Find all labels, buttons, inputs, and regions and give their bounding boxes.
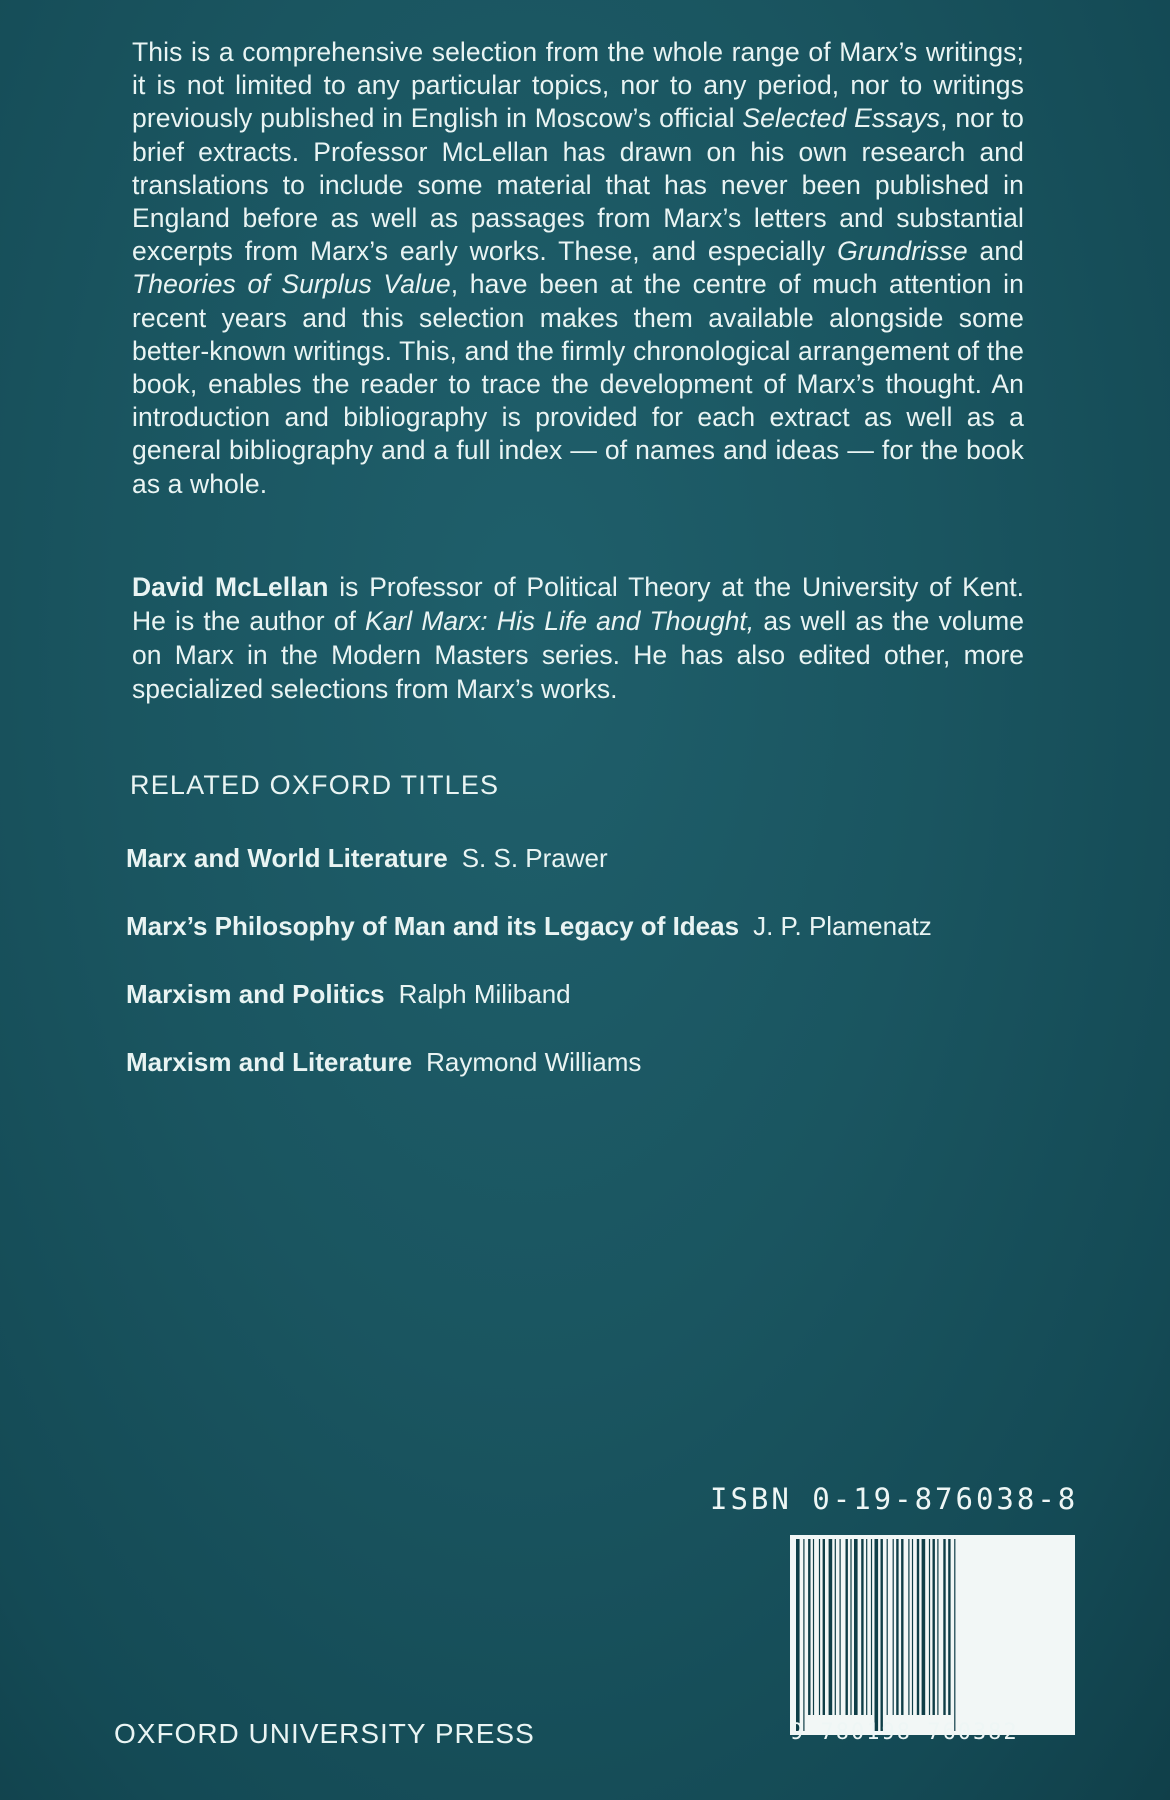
barcode-bar	[819, 1539, 820, 1715]
related-title: Marxism and Politics	[126, 979, 385, 1009]
barcode-bar	[866, 1539, 867, 1715]
blurb-text-1: This is a comprehensive selection from the whole range of Marx’s writings; it is not limited to any particular topics, nor to any period, nor to writings previously published in English in Moscow’s official	[132, 37, 1024, 134]
author-bio-text-1: is Professor of Political Theory at the University of Kent. He is the author of	[132, 572, 1024, 636]
related-title-item	[126, 838, 1026, 906]
barcode-bar	[912, 1539, 913, 1715]
related-author: Ralph Miliband	[398, 979, 571, 1009]
author-bio-italic-book: Karl Marx: His Life and Thought,	[365, 606, 755, 636]
barcode-bar	[829, 1539, 833, 1715]
blurb-text-2: , nor to brief extracts. Professor McLellan has drawn on his own research and translations to include some material that has never been published in England before as well as passages from Marx’s letters and substantial excerpts from Marx’s early works. These, and especially	[132, 103, 1024, 267]
barcode-bar	[881, 1539, 883, 1731]
related-author: Raymond Williams	[426, 1047, 642, 1077]
barcode-bar	[917, 1539, 919, 1715]
related-title-item	[126, 906, 1026, 974]
barcode-bar	[893, 1539, 894, 1715]
author-bio-text-2: as well as the volume on Marx in the Modern Masters series. He has also edited other, more specialized selections from Marx’s works.	[132, 606, 1024, 704]
barcode	[790, 1535, 1075, 1735]
barcode-bar	[929, 1539, 930, 1715]
blurb-italic-grundrisse: Grundrisse	[837, 236, 968, 267]
barcode-bar	[846, 1539, 848, 1715]
barcode-graphic	[790, 1535, 1075, 1735]
barcode-bar	[908, 1539, 909, 1715]
barcode-bar	[840, 1539, 841, 1715]
related-titles-heading: RELATED OXFORD TITLES	[130, 770, 500, 800]
related-titles-list	[126, 838, 1026, 1110]
barcode-bar	[922, 1539, 926, 1715]
related-title: Marx’s Philosophy of Man and its Legacy of Ideas	[126, 911, 740, 941]
blurb-text-4: , have been at the centre of much attention in recent years and this selection makes them available alongside some better-known writings. This, and the firmly chronological arrangement of the book, enables the reader to trace the development of Marx’s thought. An introduction and bibliography is provided for each extract as well as a general bibliography and a full index — of names and ideas — for the book as a whole.	[132, 269, 1024, 499]
barcode-bar	[933, 1539, 935, 1715]
related-title-item	[126, 974, 1026, 1042]
barcode-bar	[901, 1539, 903, 1715]
barcode-bar	[854, 1539, 858, 1715]
description-blurb	[132, 36, 1024, 501]
author-bio-paragraph	[132, 570, 1024, 706]
author-name: David McLellan	[132, 572, 329, 602]
barcode-bar	[887, 1539, 888, 1715]
barcode-bar	[937, 1539, 938, 1715]
barcode-bar	[808, 1539, 810, 1715]
barcode-bar	[896, 1539, 898, 1715]
description-paragraph	[132, 36, 1024, 501]
publisher-name: OXFORD UNIVERSITY PRESS	[114, 1718, 535, 1749]
barcode-bar	[813, 1539, 814, 1715]
related-author: J. P. Plamenatz	[753, 911, 932, 941]
blurb-text-3: and	[967, 236, 1024, 267]
related-title: Marxism and Literature	[126, 1047, 413, 1077]
related-title: Marx and World Literature	[126, 843, 448, 873]
barcode-bar	[850, 1539, 851, 1715]
barcode-bar	[871, 1539, 872, 1715]
related-author: S. S. Prawer	[461, 843, 608, 873]
barcode-bar	[803, 1539, 804, 1731]
barcode-bar	[875, 1539, 879, 1731]
author-bio	[132, 570, 1024, 706]
barcode-bar	[948, 1539, 950, 1715]
barcode-bar	[823, 1539, 825, 1715]
barcode-bar	[861, 1539, 863, 1715]
barcode-bar	[943, 1539, 945, 1715]
blurb-italic-theories: Theories of Surplus Value	[132, 269, 451, 300]
isbn-number: ISBN 0-19-876038-8	[710, 1482, 1079, 1516]
related-title-item	[126, 1042, 1026, 1110]
barcode-digits: 9 780198 760382	[790, 1720, 1019, 1745]
barcode-bar	[954, 1539, 955, 1731]
barcode-bar	[835, 1539, 836, 1715]
blurb-italic-selected-essays: Selected Essays	[742, 103, 941, 134]
barcode-bar	[796, 1539, 800, 1731]
